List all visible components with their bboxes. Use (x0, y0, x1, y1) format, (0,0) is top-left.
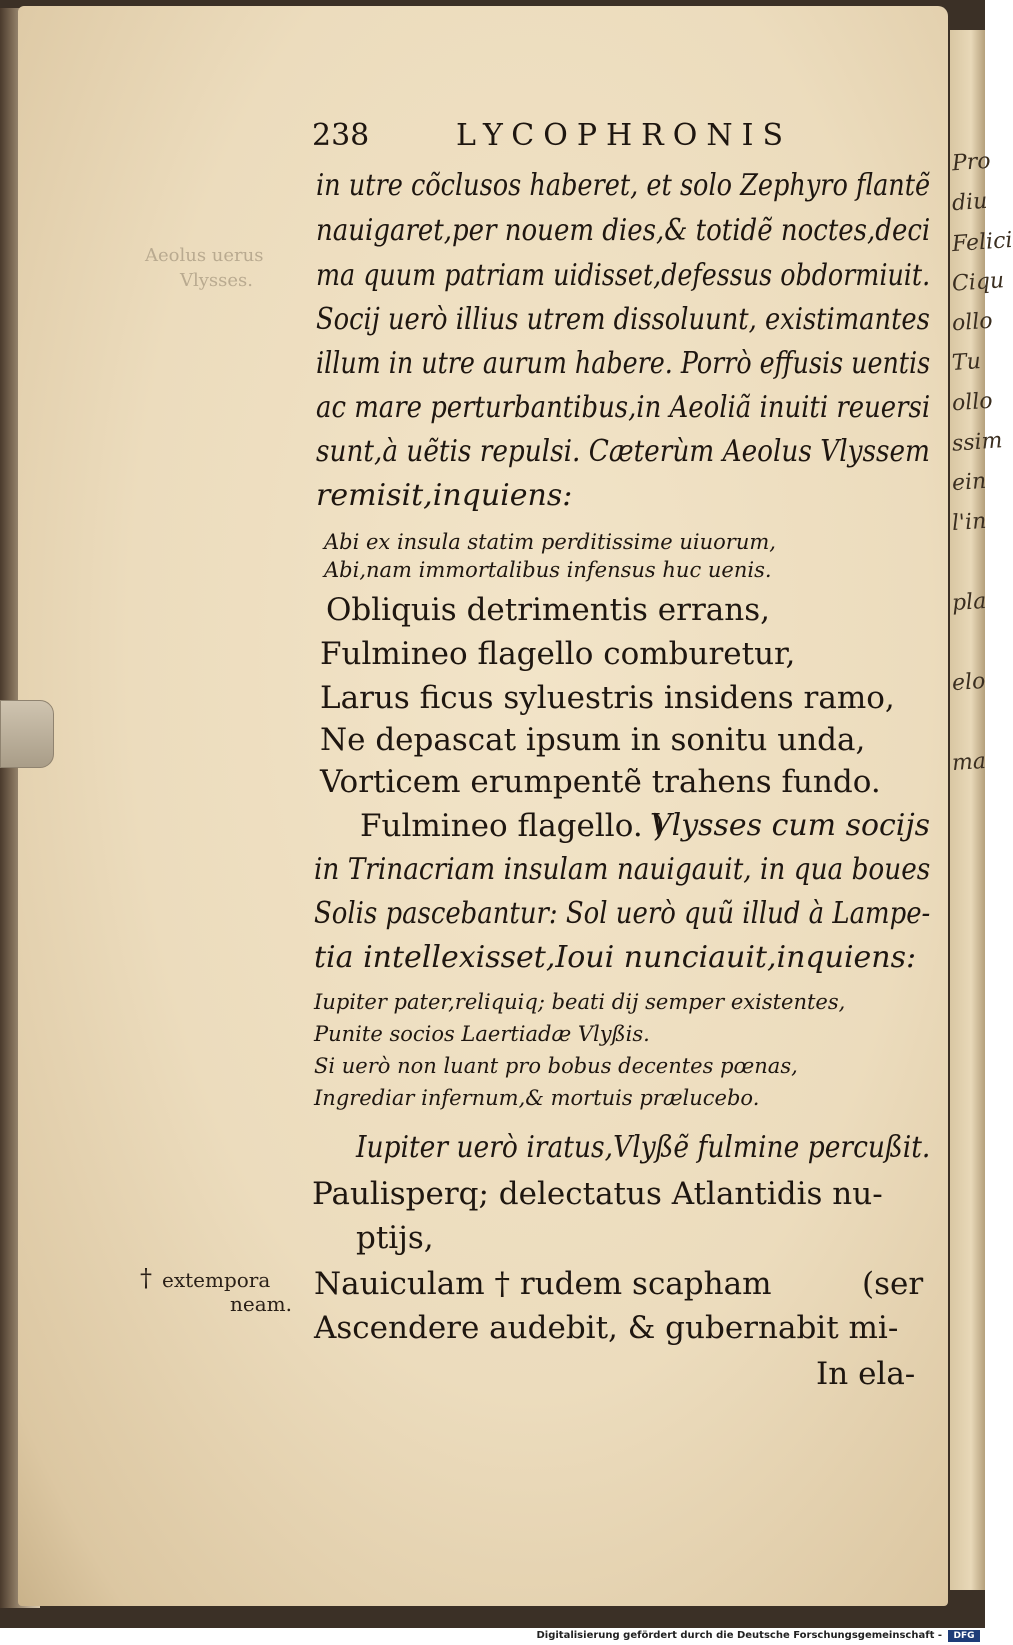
comment-line: in Trinacriam insulam nauigauit, in qua boues (314, 852, 931, 887)
comment-lemma: Fulmineo flagello. ) (360, 808, 665, 844)
margin-note-line: extempora (162, 1268, 271, 1292)
facing-fragment: Tu (951, 349, 982, 376)
verse-line: Ne depascat ipsum in sonitu unda, (320, 722, 866, 758)
facing-fragment: ma (951, 748, 987, 777)
quote-line: Punite socios Laertiadæ Vlyßis. (314, 1022, 650, 1046)
body-line: sunt,à uẽtis repulsi. Cæterùm Aeolus Vlyssem (316, 434, 931, 469)
verse-line: ptijs, (356, 1220, 434, 1256)
page-number: 238 (312, 118, 370, 153)
facing-fragment: elo (951, 668, 987, 697)
faint-margin-line: Vlysses. (180, 270, 254, 291)
facing-fragment: Pro (951, 148, 992, 177)
body-line: remisit,inquiens: (316, 478, 573, 513)
verse-line: Larus ficus syluestris insidens ramo, (320, 680, 895, 716)
verse-line: Obliquis detrimentis errans, (326, 592, 770, 628)
body-line: Socij uerò illius utrem dissoluunt, existimantes (316, 302, 930, 337)
comment-line: tia intellexisset,Ioui nunciauit,inquiens: (314, 940, 917, 975)
verse-line: Nauiculam † rudem scapham (314, 1266, 772, 1302)
body-line: ac mare perturbantibus,in Aeoliã inuiti reuersi (316, 390, 931, 425)
facing-fragment: diu (951, 188, 989, 217)
faint-margin-line: Aeolus uerus (145, 245, 264, 266)
running-title: LYCOPHRONIS (456, 118, 793, 153)
body-line: illum in utre aurum habere. Porrò effusis uentis (316, 346, 931, 381)
margin-dagger: † (140, 1264, 152, 1292)
margin-note-line: neam. (230, 1292, 292, 1316)
quote-line: Abi,nam immortalibus infensus huc uenis. (324, 558, 772, 582)
dfg-logo: DFG (948, 1630, 980, 1642)
facing-fragment: ollo (951, 308, 994, 337)
funding-credit: Digitalisierung gefördert durch die Deutsche Forschungsgemeinschaft - (536, 1630, 942, 1641)
facing-fragment: Ciqu (951, 268, 1005, 297)
quote-line: Ingrediar infernum,& mortuis prælucebo. (314, 1086, 760, 1110)
facing-fragment: pla (951, 588, 988, 617)
verse-line: Vorticem erumpentẽ trahens fundo. (320, 764, 881, 800)
quote-line: Iupiter pater,reliquiq; beati dij semper existentes, (314, 990, 846, 1014)
book-clasp (0, 700, 54, 768)
verse-line: Fulmineo flagello comburetur, (320, 636, 796, 672)
body-line: ma quum patriam uidisset,defessus obdormiuit. (316, 258, 931, 293)
facing-fragment: ssim (951, 428, 1004, 457)
catchword: In ela- (816, 1356, 916, 1392)
facing-fragment: Felici (951, 227, 1013, 258)
comment-line: Solis pascebantur: Sol uerò quũ illud à Lampe- (314, 896, 931, 931)
quote-line: Abi ex insula statim perditissime uiuorum, (324, 530, 776, 554)
verse-line: Ascendere audebit, & gubernabit mi- (314, 1310, 899, 1346)
verse-turnover: (ser (862, 1266, 924, 1302)
facing-fragment: ollo (951, 388, 994, 417)
comment-line: Vlysses cum socijs (650, 808, 931, 843)
body-line: Iupiter uerò iratus,Vlyßẽ fulmine percußit. (356, 1130, 931, 1165)
verse-line: Paulisperq; delectatus Atlantidis nu- (312, 1176, 883, 1212)
body-line: nauigaret,per nouem dies,& totidẽ noctes,deci (316, 213, 931, 248)
quote-line: Si uerò non luant pro bobus decentes pœnas, (314, 1054, 798, 1078)
facing-page-edge (950, 30, 1013, 1590)
facing-fragment: l'in (951, 508, 988, 537)
body-line: in utre cõclusos haberet, et solo Zephyro flantẽ (316, 168, 931, 203)
facing-fragment: ein (951, 468, 988, 497)
